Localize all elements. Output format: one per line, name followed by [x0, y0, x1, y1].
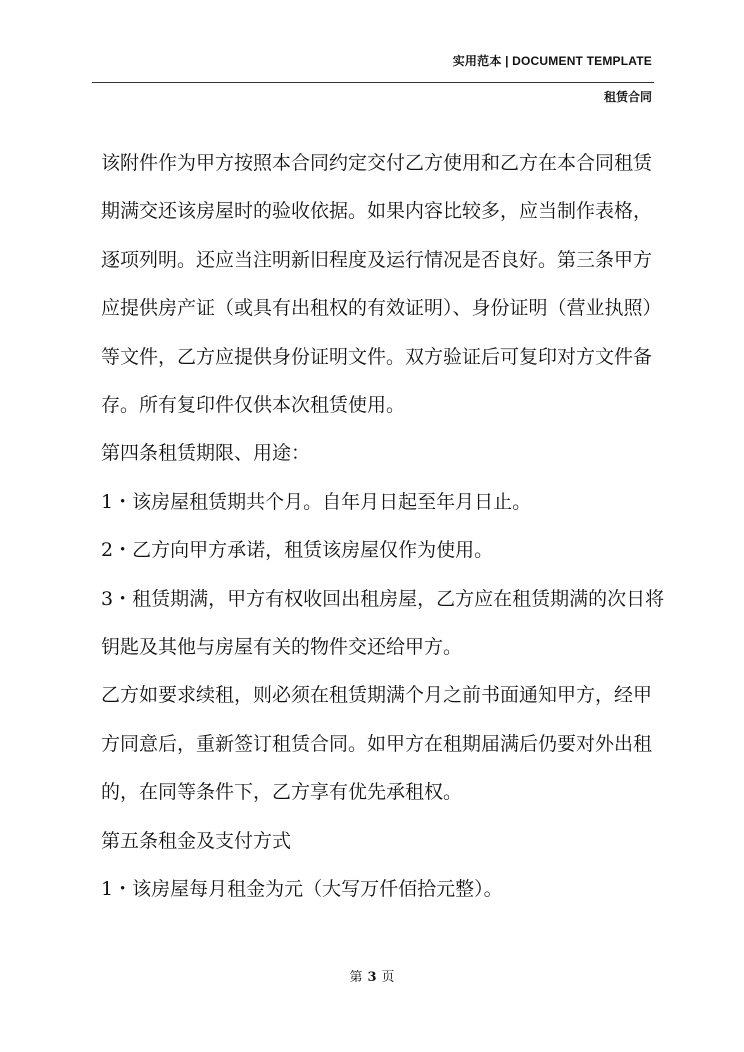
body-line: 逐项列明。还应当注明新旧程度及运行情况是否良好。第三条甲方 — [101, 248, 653, 271]
body-line: 1・该房屋租赁期共个月。自年月日起至年月日止。 — [101, 490, 532, 513]
body-line: 方同意后，重新签订租赁合同。如甲方在租期届满后仍要对外出租 — [101, 732, 653, 755]
header-title: 实用范本 | DOCUMENT TEMPLATE — [452, 54, 652, 68]
body-line: 乙方如要求续租，则必须在租赁期满个月之前书面通知甲方，经甲 — [101, 684, 653, 707]
body-line: 2・乙方向甲方承诺，租赁该房屋仅作为使用。 — [101, 539, 494, 562]
body-line: 存。所有复印件仅供本次租赁使用。 — [101, 394, 406, 417]
body-line: 该附件作为甲方按照本合同约定交付乙方使用和乙方在本合同租赁 — [101, 152, 653, 174]
body-line: 1・该房屋每月租金为元（大写万仟佰拾元整）。 — [101, 878, 503, 901]
page-number — [0, 966, 744, 985]
header-subtitle: 租赁合同 — [603, 90, 652, 104]
section-heading: 第五条租金及支付方式 — [101, 829, 292, 852]
page-number-prefix: 第 — [349, 970, 363, 985]
body-line: 期满交还该房屋时的验收依据。如果内容比较多，应当制作表格， — [101, 200, 653, 223]
body-line: 的，在同等条件下，乙方享有优先承租权。 — [101, 781, 463, 804]
body-line: 3・租赁期满，甲方有权收回出租房屋，乙方应在租赁期满的次日将 — [101, 587, 665, 610]
body-line: 应提供房产证（或具有出租权的有效证明）、身份证明（营业执照） — [101, 297, 662, 320]
body-line: 等文件，乙方应提供身份证明文件。双方验证后可复印对方文件备 — [101, 345, 653, 368]
body-line: 钥匙及其他与房屋有关的物件交还给甲方。 — [101, 636, 463, 659]
section-heading: 第四条租赁期限、用途： — [101, 442, 311, 465]
page-number-suffix: 页 — [381, 970, 395, 985]
document-body — [101, 139, 665, 914]
header-divider — [92, 82, 654, 83]
page-number-value: 3 — [367, 970, 377, 985]
